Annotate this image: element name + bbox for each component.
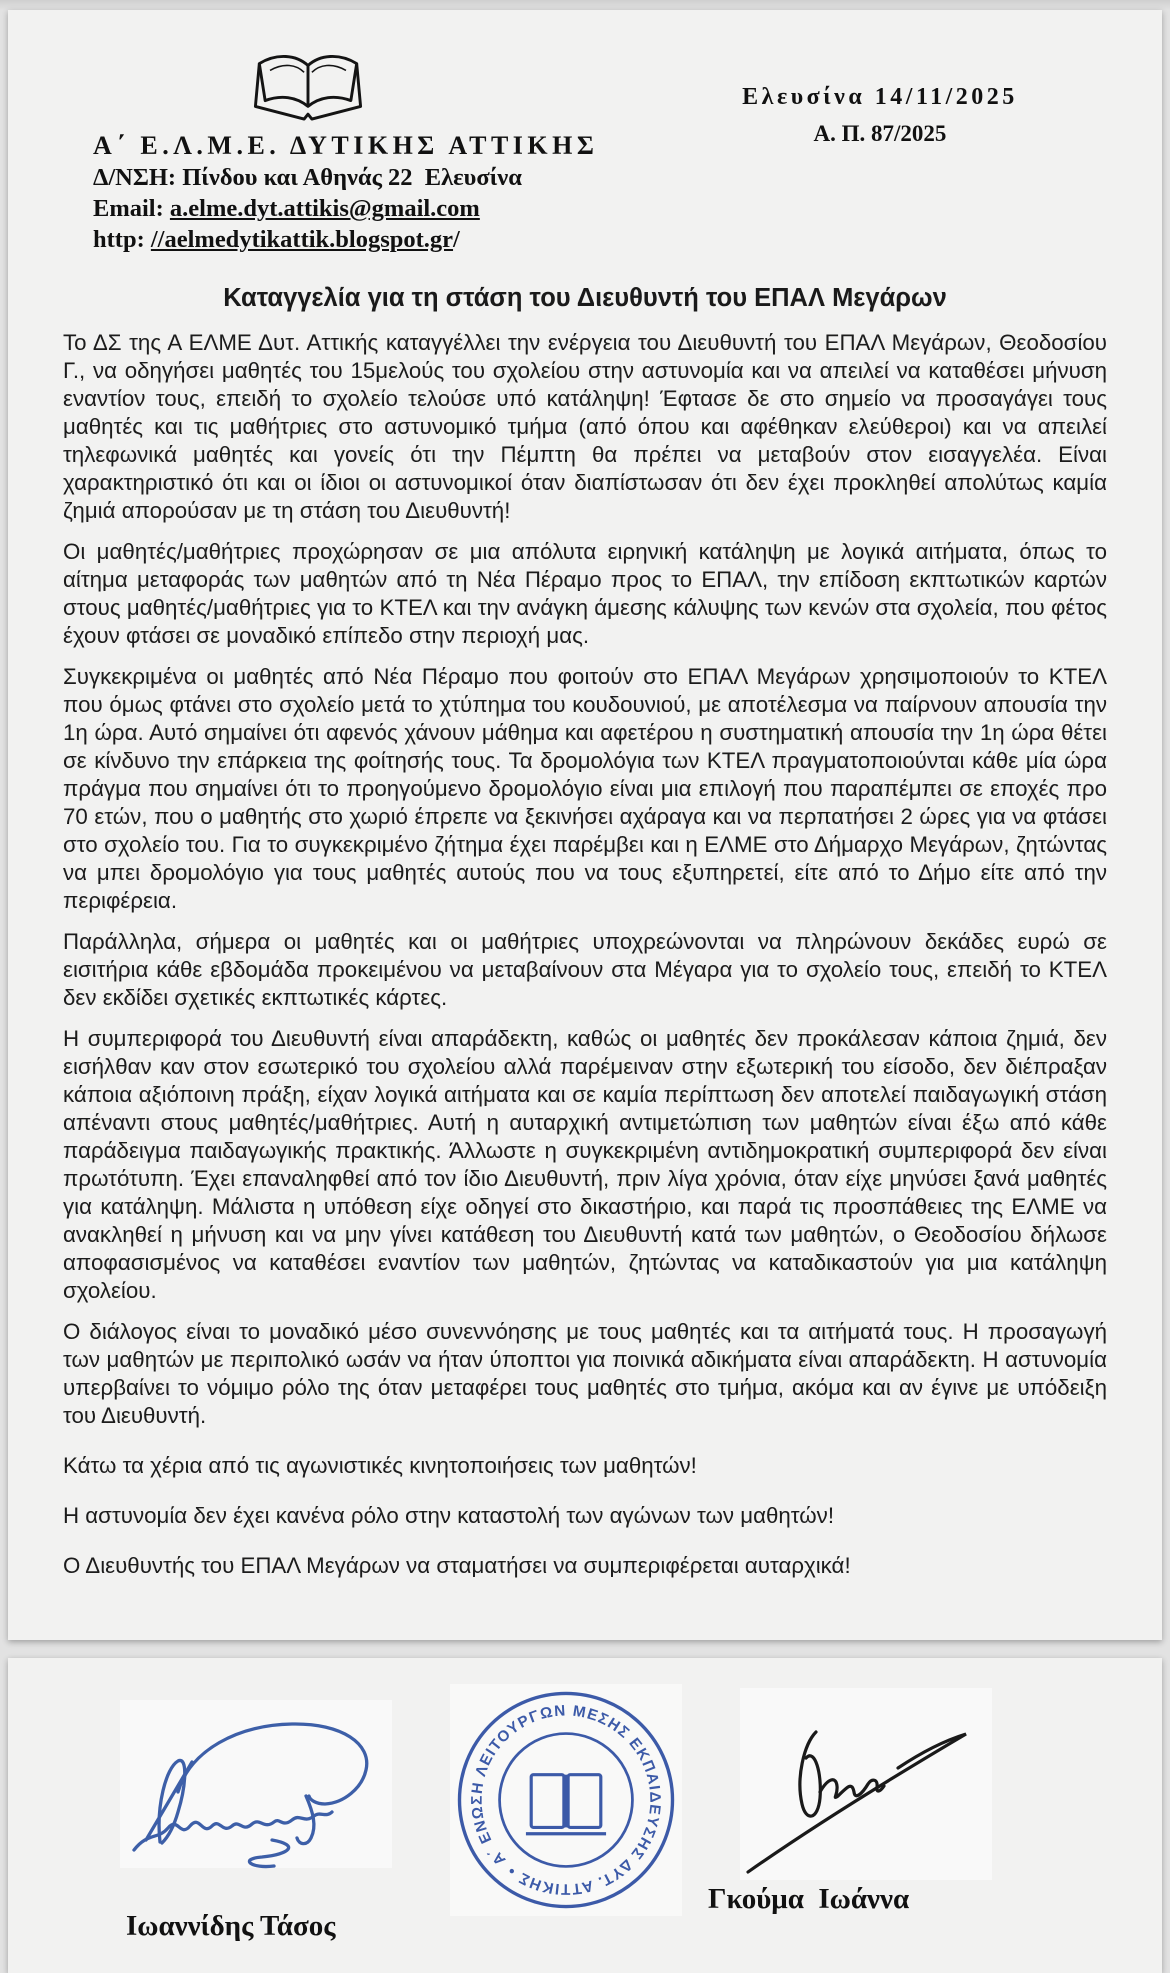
stamp-circular-text: Α΄ ΕΝΩΣΗ ΛΕΙΤΟΥΡΓΩΝ ΜΕΣΗΣ ΕΚΠΑΙΔΕΥΣΗΣ ΔΥΤ. ΑΤΤΙΚΗΣ •: [468, 1702, 664, 1898]
secretary-name: Γκούμα Ιωάννα: [708, 1883, 910, 1915]
document-title: Καταγγελία για τη στάση του Διευθυντή του ΕΠΑΛ Μεγάρων: [223, 284, 947, 312]
address-value: Πίνδου και Αθηνάς 22 Ελευσίνα: [182, 164, 522, 191]
letterhead-left: [93, 48, 653, 254]
email-label: Email:: [93, 195, 164, 222]
letterhead-right: [653, 48, 1107, 254]
body-paragraph-4: Παράλληλα, σήμερα οι μαθητές και οι μαθήτριες υποχρεώνονται να πληρώνουν δεκάδες ευρώ σε εισιτήρια κάθε εβδομάδα προκειμένου να μεταβαίνουν στα Μέγαρα για το σχολείο τους, επειδή το ΚΤΕΛ δεν εκδίδει σχετικές εκπτωτικές κάρτες.: [63, 929, 1107, 1010]
place-date: Ελευσίνα 14/11/2025: [742, 84, 1018, 110]
secretary-signature: [740, 1688, 992, 1880]
union-round-stamp: [450, 1684, 682, 1916]
slogan-paragraph-2: Η αστυνομία δεν έχει κανένα ρόλο στην καταστολή των αγώνων των μαθητών!: [63, 1503, 835, 1528]
letterhead: [63, 48, 1107, 254]
org-name: Α΄ Ε.Λ.Μ.Ε. ΔΥΤΙΚΗΣ ΑΤΤΙΚΗΣ: [93, 131, 599, 160]
org-email-line: [93, 195, 653, 223]
org-address-line: [93, 164, 653, 192]
body-paragraph-5: Η συμπεριφορά του Διευθυντή είναι απαράδεκτη, καθώς οι μαθητές δεν προκάλεσαν κάποια ζημιά, δεν εισήλθαν καν στον εσωτερικό του σχολείου αλλά παρέμειναν στην εξωτερική του είσοδο, δεν διέπραξαν κάποια αξιόποινη πράξη, είχαν λογικά αιτήματα και σε καμία περίπτωση δεν αποτελεί παιδαγωγική στάση απέναντι στους μαθητές/μαθήτριες. Αυτή η αυταρχική αντιμετώπιση των μαθητών είναι έξω από κάθε παράδειγμα παιδαγωγικής πρακτικής. Άλλωστε η συγκεκριμένη αντιδημοκρατική συμπεριφορά δεν είναι πρωτότυπη. Έχει επαναληφθεί από τον ίδιο Διευθυντή, πριν λίγα χρόνια, όταν είχε μηνύσει ξανά μαθητές για κατάληψη. Μάλιστα η υπόθεση είχε οδηγεί στο δικαστήριο, και παρά τις προσπάθειες της ΕΛΜΕ να ανακληθεί η μήνυση και να μην γίνει κατάθεση του Διευθυντή κατά των μαθητών, ο Θεοδοσίου δήλωσε αποφασισμένος να καταθέσει εναντίον των μαθητών, ζητώντας να καταδικαστούν για μια κατάληψη σχολείου.: [63, 1026, 1107, 1303]
secretary-signature-ink: [740, 1688, 992, 1880]
address-label: Δ/ΝΣΗ:: [93, 164, 177, 191]
document-page-1: [8, 10, 1162, 1640]
email-link[interactable]: a.elme.dyt.attikis@gmail.com: [169, 195, 480, 222]
document-page-2: [8, 1658, 1162, 1973]
body-paragraph-6: Ο διάλογος είναι το μοναδικό μέσο συνεννόησης με τους μαθητές και τα αιτήματά τους. Η προσαγωγή των μαθητών με περιπολικό ωσάν να ήταν ύποπτοι για ποινικά αδικήματα είναι απαράδεκτη. Η αστυνομία υπερβαίνει το νόμιμο ρόλο της όταν μεταφέρει τους μαθητές στο τμήμα, ακόμα και αν έγινε με υπόδειξη του Διευθυντή.: [63, 1319, 1107, 1428]
open-book-logo-icon: [249, 48, 367, 122]
org-url-line: [93, 226, 653, 254]
logo-wrap: [93, 48, 523, 127]
protocol-number: Α. Π. 87/2025: [813, 121, 947, 146]
stamp-graphic: [450, 1684, 682, 1916]
url-label: http:: [93, 226, 145, 253]
body-paragraph-1: Το ΔΣ της Α ΕΛΜΕ Δυτ. Αττικής καταγγέλλει την ενέργεια του Διευθυντή του ΕΠΑΛ Μεγάρων, Θεοδοσίου Γ., να οδηγήσει μαθητές του 15μελούς του σχολείου στην αστυνομία και να απειλεί να καταθέσει μήνυση εναντίον τους, επειδή το σχολείο τελούσε υπό κατάληψη! Έφτασε δε στο σημείο να προσαγάγει τους μαθητές και τις μαθήτριες στο αστυνομικό τμήμα (από όπου και αφέθηκαν ελεύθεροι) και να απειλεί τηλεφωνικά μαθητές και γονείς ότι την Πέμπτη θα πρέπει να μεταβούν στον εισαγγελέα. Είναι χαρακτηριστικό ότι και οι ίδιοι οι αστυνομικοί όταν διαπίστωσαν ότι δεν έχει προκληθεί απολύτως καμία ζημιά απορούσαν με τη στάση του Διευθυντή!: [63, 330, 1107, 523]
blog-link[interactable]: //aelmedytikattik.blogspot.gr: [150, 226, 454, 253]
url-suffix: /: [453, 226, 460, 253]
president-signature-ink: [120, 1700, 392, 1868]
slogan-paragraph-3: Ο Διευθυντής του ΕΠΑΛ Μεγάρων να σταματήσει να συμπεριφέρεται αυταρχικά!: [63, 1553, 851, 1578]
slogan-paragraph-1: Κάτω τα χέρια από τις αγωνιστικές κινητοποιήσεις των μαθητών!: [63, 1453, 697, 1478]
president-signature: [120, 1700, 392, 1868]
president-name: Ιωαννίδης Τάσος: [126, 1910, 336, 1942]
body-paragraph-2: Οι μαθητές/μαθήτριες προχώρησαν σε μια απόλυτα ειρηνική κατάληψη με λογικά αιτήματα, όπως το αίτημα μεταφοράς των μαθητών από τη Νέα Πέραμο προς το ΕΠΑΛ, την επίδοση εκπτωτικών καρτών στους μαθητές/μαθήτριες για το ΚΤΕΛ και την ανάγκη άμεσης κάλυψης των κενών στα σχολεία, που φέτος έχουν φτάσει σε μοναδικό επίπεδο στην περιοχή μας.: [63, 539, 1107, 648]
body-paragraph-3: Συγκεκριμένα οι μαθητές από Νέα Πέραμο που φοιτούν στο ΕΠΑΛ Μεγάρων χρησιμοποιούν το ΚΤΕΛ που όμως φτάνει στο σχολείο μετά το χτύπημα του κουδουνιού, με αποτέλεσμα να παίρνουν απουσία την 1η ώρα. Αυτό σημαίνει ότι αφενός χάνουν μάθημα και αφετέρου η συστηματική απουσία την 1η ώρα θέτει σε κίνδυνο την επάρκεια της φοίτησής τους. Τα δρομολόγια των ΚΤΕΛ πραγματοποιούνται κάθε μία ώρα πράγμα που σημαίνει ότι το προηγούμενο δρομολόγιο είναι μια επιλογή που παραπέμπει σε εποχές προ 70 ετών, που ο μαθητής στο χωριό έπρεπε να ξεκινήσει αχάραγα και να περπατήσει 2 ώρες για να φτάσει στο σχολείο του. Για το συγκεκριμένο ζήτημα έχει παρέμβει και η ΕΛΜΕ στο Δήμαρχο Μεγάρων, ζητώντας να μπει δρομολόγιο για τους μαθητές αυτούς που να τους εξυπηρετεί, είτε από το Δήμο είτε από την περιφέρεια.: [63, 664, 1107, 913]
